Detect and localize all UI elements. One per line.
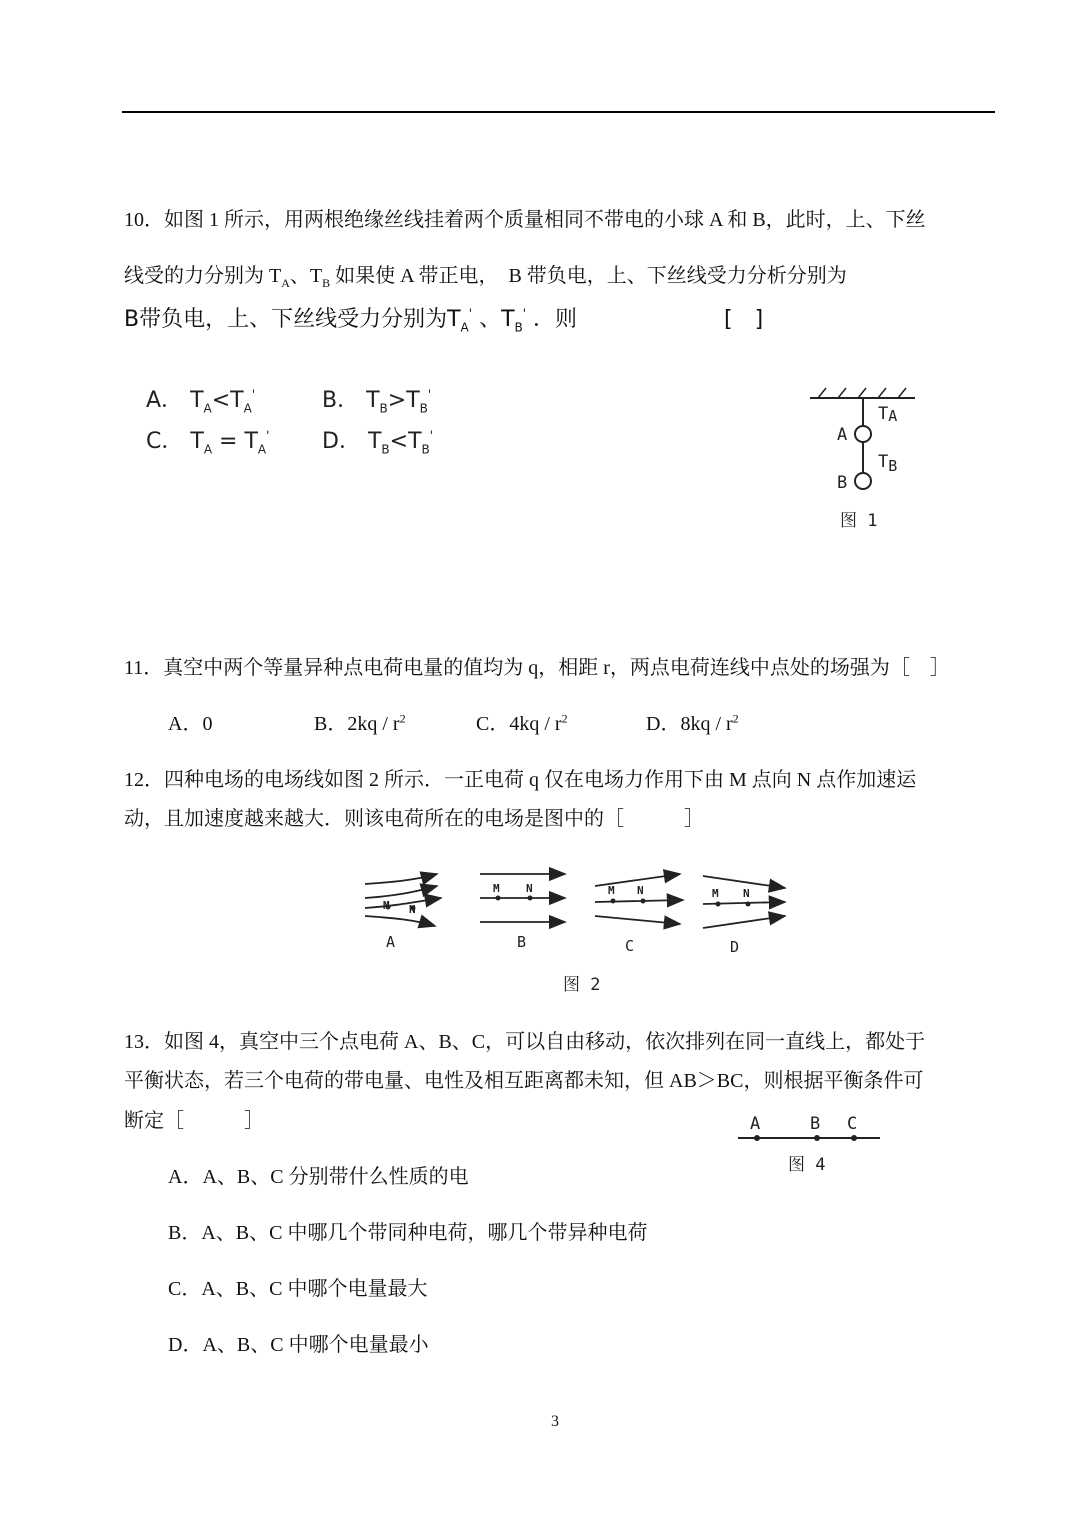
fig2-b-n: N bbox=[526, 882, 533, 895]
fig2-label-d: D bbox=[730, 938, 740, 956]
fig2-caption: 图 2 bbox=[563, 975, 601, 995]
q11-stem: 11．真空中两个等量异种点电荷电量的值均为 q，相距 r，两点电荷连线中点处的场强为［ ］ bbox=[124, 657, 950, 679]
fig2-b-m: M bbox=[493, 882, 500, 895]
q12-line2: 动，且加速度越来越大．则该电荷所在的电场是图中的［ ］ bbox=[124, 808, 704, 830]
q10-option-b[interactable]: B． $T_B>T_B'$ bbox=[322, 387, 432, 416]
figure-2-field-lines bbox=[355, 860, 795, 1000]
fig4-label-b: B bbox=[810, 1114, 821, 1134]
charge-c bbox=[851, 1135, 857, 1141]
fig2-label-b: B bbox=[517, 933, 527, 951]
q12-line1: 12．四种电场的电场线如图 2 所示．一正电荷 q 仅在电场力作用下由 M 点向 N 点作加速运 bbox=[124, 769, 917, 791]
q13-option-b[interactable]: B．A、B、C 中哪几个带同种电荷，哪几个带异种电荷 bbox=[168, 1222, 648, 1244]
q10-line1: 10．如图 1 所示，用两根绝缘丝线挂着两个质量相同不带电的小球 A 和 B，此时，上、下丝 bbox=[124, 209, 926, 231]
q11-option-a[interactable]: A．0 bbox=[168, 713, 213, 735]
q13-line3: 断定［ ］ bbox=[124, 1110, 264, 1132]
fig2-c-m: M bbox=[608, 884, 615, 897]
ball-a bbox=[855, 426, 871, 442]
fig4-label-a: A bbox=[750, 1114, 761, 1134]
q11-option-d[interactable]: D．$8kq / r^2$ bbox=[646, 711, 739, 735]
fig2-c-n: N bbox=[637, 884, 644, 897]
q11-option-c[interactable]: C．$4kq / r^2$ bbox=[476, 711, 568, 735]
field-a bbox=[365, 874, 441, 926]
fig2-d-n: N bbox=[743, 887, 750, 900]
ceiling-hatch bbox=[818, 388, 906, 398]
q13-line2: 平衡状态，若三个电荷的带电量、电性及相互距离都未知，但 AB＞BC，则根据平衡条件可 bbox=[124, 1070, 924, 1092]
q13-option-a[interactable]: A．A、B、C 分别带什么性质的电 bbox=[168, 1166, 469, 1188]
q13-line1: 13．如图 4，真空中三个点电荷 A、B、C，可以自由移动，依次排列在同一直线上，都处于 bbox=[124, 1031, 926, 1053]
charge-b bbox=[814, 1135, 820, 1141]
field-c bbox=[595, 874, 683, 924]
fig1-label-ta: TA bbox=[878, 404, 898, 425]
fig1-caption: 图 1 bbox=[840, 511, 878, 531]
q10-answer-bracket: [ ] bbox=[724, 307, 764, 332]
q10-option-c[interactable]: C． $T_A = T_A'$ bbox=[146, 428, 270, 457]
q13-option-c[interactable]: C．A、B、C 中哪个电量最大 bbox=[168, 1278, 428, 1300]
fig1-label-a: A bbox=[837, 425, 848, 445]
fig2-a-n: N bbox=[409, 903, 416, 916]
fig4-label-c: C bbox=[847, 1114, 858, 1134]
page-number: 3 bbox=[551, 1413, 559, 1430]
q10-option-a[interactable]: A． $T_A<T_A'$ bbox=[146, 387, 256, 416]
header-rule bbox=[122, 111, 995, 113]
q13-option-d[interactable]: D．A、B、C 中哪个电量最小 bbox=[168, 1334, 429, 1356]
fig1-label-b: B bbox=[837, 473, 848, 493]
fig2-label-c: C bbox=[625, 937, 635, 955]
fig2-label-a: A bbox=[386, 933, 396, 951]
fig4-caption: 图 4 bbox=[788, 1155, 826, 1175]
figure-1-pendulum bbox=[800, 385, 930, 540]
charge-a bbox=[754, 1135, 760, 1141]
figure-4-charges bbox=[730, 1108, 890, 1178]
ball-b bbox=[855, 473, 871, 489]
field-d bbox=[703, 876, 785, 928]
fig2-d-m: M bbox=[712, 887, 719, 900]
q10-option-d[interactable]: D． $T_B<T_B'$ bbox=[322, 428, 434, 457]
fig1-label-tb: TB bbox=[878, 452, 898, 475]
q11-option-b[interactable]: B．$2kq / r^2$ bbox=[314, 711, 406, 735]
q10-line3: B带负电，上、下丝线受力分别为$T_A'$ 、$T_B'$ ．则 bbox=[124, 306, 578, 335]
q10-line2: 线受的力分别为 $T_A$、$T_B$ 如果使 A 带正电， B 带负电，上、下丝线受力分析分别为 bbox=[124, 265, 847, 290]
fig2-a-m: M bbox=[383, 899, 390, 912]
